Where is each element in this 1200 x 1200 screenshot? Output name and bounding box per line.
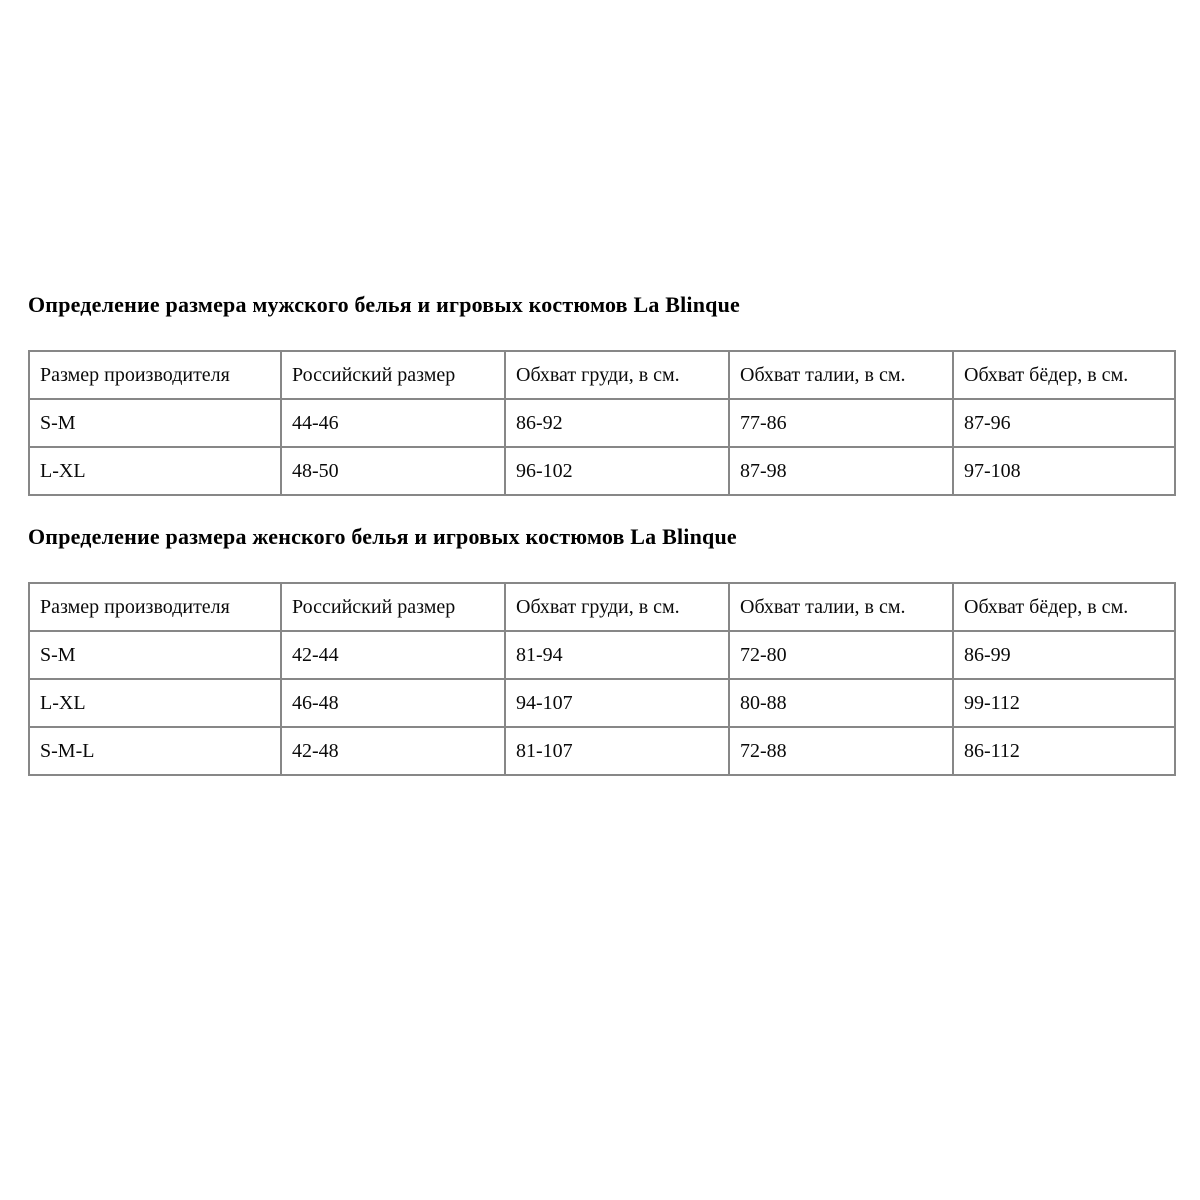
- table-cell: 97-108: [953, 447, 1175, 495]
- table-cell: 42-48: [281, 727, 505, 775]
- table-row: [29, 631, 1175, 679]
- table-cell: 44-46: [281, 399, 505, 447]
- column-header-russian-size: Российский размер: [281, 583, 505, 631]
- mens-size-heading: Определение размера мужского белья и игровых костюмов La Blinque: [28, 292, 740, 317]
- column-header-manufacturer-size: Размер производителя: [29, 583, 281, 631]
- column-header-manufacturer-size: Размер производителя: [29, 351, 281, 399]
- table-cell: 86-99: [953, 631, 1175, 679]
- column-header-russian-size: Российский размер: [281, 351, 505, 399]
- table-cell: 80-88: [729, 679, 953, 727]
- table-cell: 94-107: [505, 679, 729, 727]
- document-content: [28, 292, 1176, 804]
- table-cell: 77-86: [729, 399, 953, 447]
- table-cell: 86-92: [505, 399, 729, 447]
- table-cell: 46-48: [281, 679, 505, 727]
- table-cell: 42-44: [281, 631, 505, 679]
- table-cell: S-M: [29, 399, 281, 447]
- table-cell: S-M: [29, 631, 281, 679]
- table-cell: L-XL: [29, 447, 281, 495]
- table-header-row: [29, 351, 1175, 399]
- table-row: [29, 399, 1175, 447]
- column-header-chest: Обхват груди, в см.: [505, 351, 729, 399]
- mens-size-section: [28, 292, 1176, 496]
- table-row: [29, 447, 1175, 495]
- table-cell: 87-96: [953, 399, 1175, 447]
- table-cell: 99-112: [953, 679, 1175, 727]
- column-header-waist: Обхват талии, в см.: [729, 583, 953, 631]
- table-header-row: [29, 583, 1175, 631]
- column-header-hips: Обхват бёдер, в см.: [953, 583, 1175, 631]
- column-header-waist: Обхват талии, в см.: [729, 351, 953, 399]
- column-header-chest: Обхват груди, в см.: [505, 583, 729, 631]
- table-cell: 48-50: [281, 447, 505, 495]
- mens-size-table: [28, 350, 1176, 496]
- table-cell: 96-102: [505, 447, 729, 495]
- table-cell: 72-80: [729, 631, 953, 679]
- womens-size-table: [28, 582, 1176, 776]
- womens-size-heading: Определение размера женского белья и игровых костюмов La Blinque: [28, 524, 737, 549]
- table-cell: 81-94: [505, 631, 729, 679]
- table-row: [29, 727, 1175, 775]
- table-cell: L-XL: [29, 679, 281, 727]
- womens-size-section: [28, 524, 1176, 776]
- table-cell: 87-98: [729, 447, 953, 495]
- table-cell: S-M-L: [29, 727, 281, 775]
- table-cell: 81-107: [505, 727, 729, 775]
- table-cell: 86-112: [953, 727, 1175, 775]
- column-header-hips: Обхват бёдер, в см.: [953, 351, 1175, 399]
- table-row: [29, 679, 1175, 727]
- table-cell: 72-88: [729, 727, 953, 775]
